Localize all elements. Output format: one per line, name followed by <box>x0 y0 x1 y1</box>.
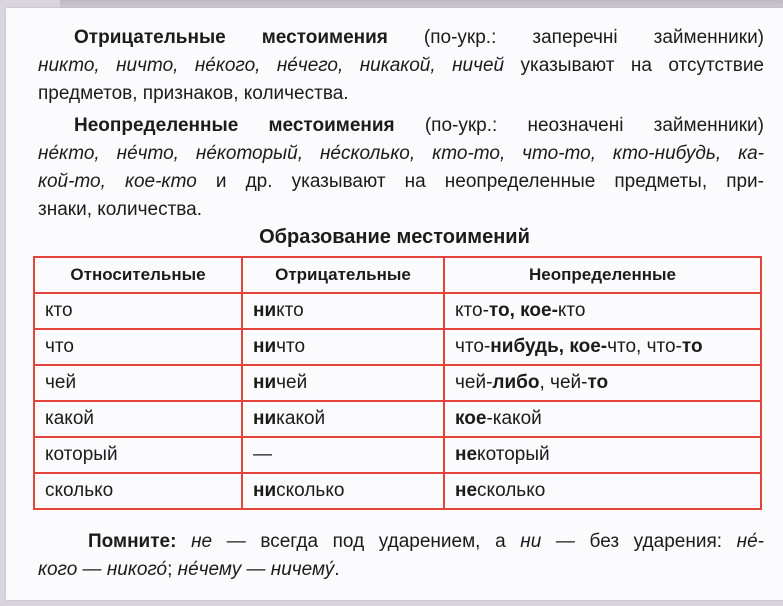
bold-morpheme: ни <box>253 336 277 357</box>
italic-text: не́- <box>736 531 764 552</box>
text-fragment <box>176 531 191 552</box>
paragraph-negative-pronouns <box>38 24 764 108</box>
bold-morpheme: ни <box>253 408 277 429</box>
bold-morpheme: ни <box>253 480 277 501</box>
bold-morpheme: то <box>587 372 609 393</box>
text-fragment: -какой <box>486 408 542 429</box>
remember-line <box>38 556 764 584</box>
bold-morpheme: не <box>455 444 478 465</box>
cell-relative: сколько <box>34 473 242 509</box>
cell-negative <box>242 401 444 437</box>
paragraph-line: предметов, признаков, количества. <box>38 83 349 104</box>
text-fragment: , чей- <box>539 372 588 393</box>
translation-note: (по-укр.: заперечні займенники) <box>387 27 765 48</box>
table-row <box>34 437 761 473</box>
table-row <box>34 365 761 401</box>
bold-morpheme: ни <box>253 372 277 393</box>
bold-morpheme: ни <box>253 300 277 321</box>
example-words: кой-то, кое-кто <box>38 171 197 192</box>
text-fragment: ; <box>167 559 178 580</box>
cell-indefinite <box>444 293 761 329</box>
table-row <box>34 329 761 365</box>
bold-morpheme: нибудь, кое- <box>490 336 608 357</box>
remember-text <box>176 531 764 552</box>
text-fragment: сколько <box>276 480 345 501</box>
cell-negative <box>242 329 444 365</box>
italic-text: не́чему — ничему́ <box>177 559 335 580</box>
text-fragment: — <box>253 444 272 465</box>
cell-relative: чей <box>34 365 242 401</box>
cell-negative <box>242 437 444 473</box>
text-fragment: сколько <box>477 480 546 501</box>
bold-morpheme: не <box>455 480 478 501</box>
paragraph-indefinite-pronouns <box>38 112 764 224</box>
translation-note: (по-укр.: неозначені займенники) <box>394 115 764 136</box>
text-fragment: — всегда под ударением, а <box>212 531 521 552</box>
cell-indefinite <box>444 437 761 473</box>
italic-text: не <box>191 531 213 552</box>
cell-indefinite <box>444 365 761 401</box>
textbook-panel <box>6 8 783 600</box>
paragraph-line <box>38 140 764 168</box>
text-fragment: . <box>334 559 340 580</box>
paragraph-line <box>38 168 764 196</box>
cell-relative: что <box>34 329 242 365</box>
term-indefinite-pronouns: Неопределенные местоимения <box>74 115 395 136</box>
text-fragment: что- <box>455 336 491 357</box>
cell-indefinite <box>444 473 761 509</box>
example-words: никто, ничто, не́кого, не́чего, никакой, ничей <box>38 55 505 76</box>
header-negative: Отрицательные <box>242 257 444 293</box>
text-fragment: кто <box>557 300 586 321</box>
cell-relative: который <box>34 437 242 473</box>
bold-morpheme: то <box>681 336 703 357</box>
text-fragment: что, что- <box>607 336 682 357</box>
paragraph-line <box>38 24 764 52</box>
remember-line <box>38 528 764 556</box>
italic-text: ни <box>520 531 542 552</box>
remember-note <box>38 528 764 584</box>
table-title: Образование местоимений <box>259 226 530 248</box>
text-fragment: что <box>276 336 306 357</box>
cell-negative <box>242 293 444 329</box>
bold-morpheme: кое <box>455 408 487 429</box>
pronoun-formation-table <box>33 256 762 510</box>
remember-label: Помните: <box>88 531 177 552</box>
cell-relative: какой <box>34 401 242 437</box>
table-row <box>34 293 761 329</box>
text-fragment: чей <box>276 372 308 393</box>
italic-text: кого — никого́ <box>38 559 168 580</box>
example-words: не́кто, не́что, не́который, не́сколько, кто-то, что-то, кто-нибудь, ка- <box>38 143 764 164</box>
cell-indefinite <box>444 329 761 365</box>
paragraph-line <box>38 112 764 140</box>
paragraph-line <box>38 52 764 80</box>
text-fragment: чей- <box>455 372 493 393</box>
cell-negative <box>242 365 444 401</box>
header-indefinite: Неопределенные <box>444 257 761 293</box>
bold-morpheme: то, кое- <box>488 300 558 321</box>
table-row <box>34 401 761 437</box>
paragraph-line: знаки, количества. <box>38 199 203 220</box>
bold-morpheme: либо <box>492 372 540 393</box>
table-row <box>34 473 761 509</box>
cell-negative <box>242 473 444 509</box>
text-fragment: какой <box>276 408 326 429</box>
text-fragment: который <box>477 444 550 465</box>
text-fragment: кто <box>276 300 304 321</box>
text-fragment: кто- <box>455 300 489 321</box>
term-negative-pronouns: Отрицательные местоимения <box>74 27 388 48</box>
header-relative: Относительные <box>34 257 242 293</box>
cell-relative: кто <box>34 293 242 329</box>
paragraph-text: и др. указывают на неопределенные предметы, при- <box>196 171 764 192</box>
table-header-row <box>34 257 761 293</box>
text-fragment: — без ударения: <box>541 531 737 552</box>
paragraph-text: указывают на отсутствие <box>504 55 764 76</box>
cell-indefinite <box>444 401 761 437</box>
